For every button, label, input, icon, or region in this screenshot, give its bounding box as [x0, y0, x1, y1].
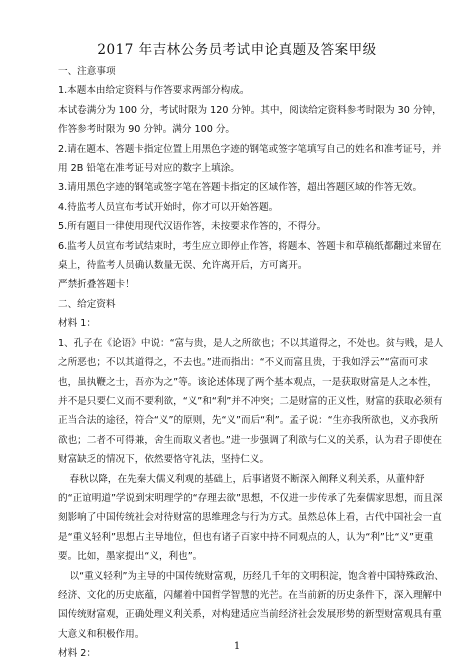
- note-5: 5.所有题目一律使用现代汉语作答，未按要求作答的，不得分。: [58, 221, 327, 233]
- note-2: 2.请在题本、答题卡指定位置上用黑色字迹的钢笔或签字笔填写自己的姓名和准考证号，并用 2B 铅笔在准考证号对应的数字上填涂。: [58, 143, 442, 175]
- materials-heading: 二、给定资料: [58, 298, 116, 310]
- note-1: 1.本题本由给定资料与作答要求两部分构成。: [58, 85, 250, 97]
- notes-heading: 一、注意事项: [58, 66, 116, 77]
- page-number: 1: [233, 641, 241, 652]
- note-4: 4.待监考人员宣布考试开始时，你才可以开始答题。: [58, 201, 279, 213]
- document-title: 2017 年吉林公务员考试申论真题及答案甲级: [97, 42, 377, 58]
- material-1-label: 材料 1：: [58, 318, 96, 330]
- note-3: 3.请用黑色字迹的钢笔或签字笔在答题卡指定的区域作答，超出答题区域的作答无效。: [58, 182, 423, 194]
- material-1-paragraph-3: 以“重义轻利”为主导的中国传统财富观，历经几千年的文明积淀，饱含着中国特殊政治、经济、文化的历史底蕴，闪耀着中国哲学智慧的光芒。在当前新的历史条件下，深入理解中国传统财富观，正确处理义利关系，对构建适应当前经济社会发展形势的新型财富观具有重大意义和积极作用。: [58, 570, 445, 640]
- document-body: [58, 62, 446, 664]
- note-1-detail: 本试卷满分为 100 分，考试时限为 120 分钟。其中，阅读给定资料参考时限为 30 分钟，作答参考时限为 90 分钟。满分 100 分。: [58, 104, 442, 136]
- note-6: 6.监考人员宣布考试结束时，考生应立即停止作答，将题本、答题卡和草稿纸都翻过来留在桌上，待监考人员确认数量无误、允许离开后，方可离开。: [58, 240, 442, 272]
- note-warning: 严禁折叠答题卡！: [58, 279, 135, 291]
- material-2-label: 材料 2：: [58, 648, 96, 660]
- material-1-paragraph-2: 春秋以降，在先秦大儒义利观的基础上，后事诸贤不断深入阐释义利关系，从董仲舒的“正谊明道”学说到宋明理学的“存理去欲”思想，不仅进一步传承了先秦儒家思想，而且深刻影响了中国传统社会对待财富的思维理念与行为方式。虽然总体上看，古代中国社会一直是“重义轻利”思想占主导地位，但也有诸子百家中持不同观点的人，认为“利”比“义”更重要。比如，墨家提出“义，利也”。: [58, 473, 443, 563]
- material-1-paragraph-1: 1、孔子在《论语》中说：“富与贵，是人之所欲也；不以其道得之，不处也。贫与贱，是人之所恶也；不以其道得之，不去也。”进而指出：“不义而富且贵，于我如浮云”“富而可求也，虽执鞭之士，吾亦为之”等。该论述体现了两个基本观点，一是获取财富是人之本性，并不是只要仁义而不要利欲，“义”和“利”并不冲突；二是财富的正义性，财富的获取必须有正当合法的途径，符合“义”的原则，先“义”而后“利”。孟子说：“生亦我所欲也，义亦我所欲也；二者不可得兼，舍生而取义者也。”进一步强调了利欲与仁义的关系，认为君子即使在财富缺乏的情况下，依然要恪守礼法，坚持仁义。: [58, 337, 444, 466]
